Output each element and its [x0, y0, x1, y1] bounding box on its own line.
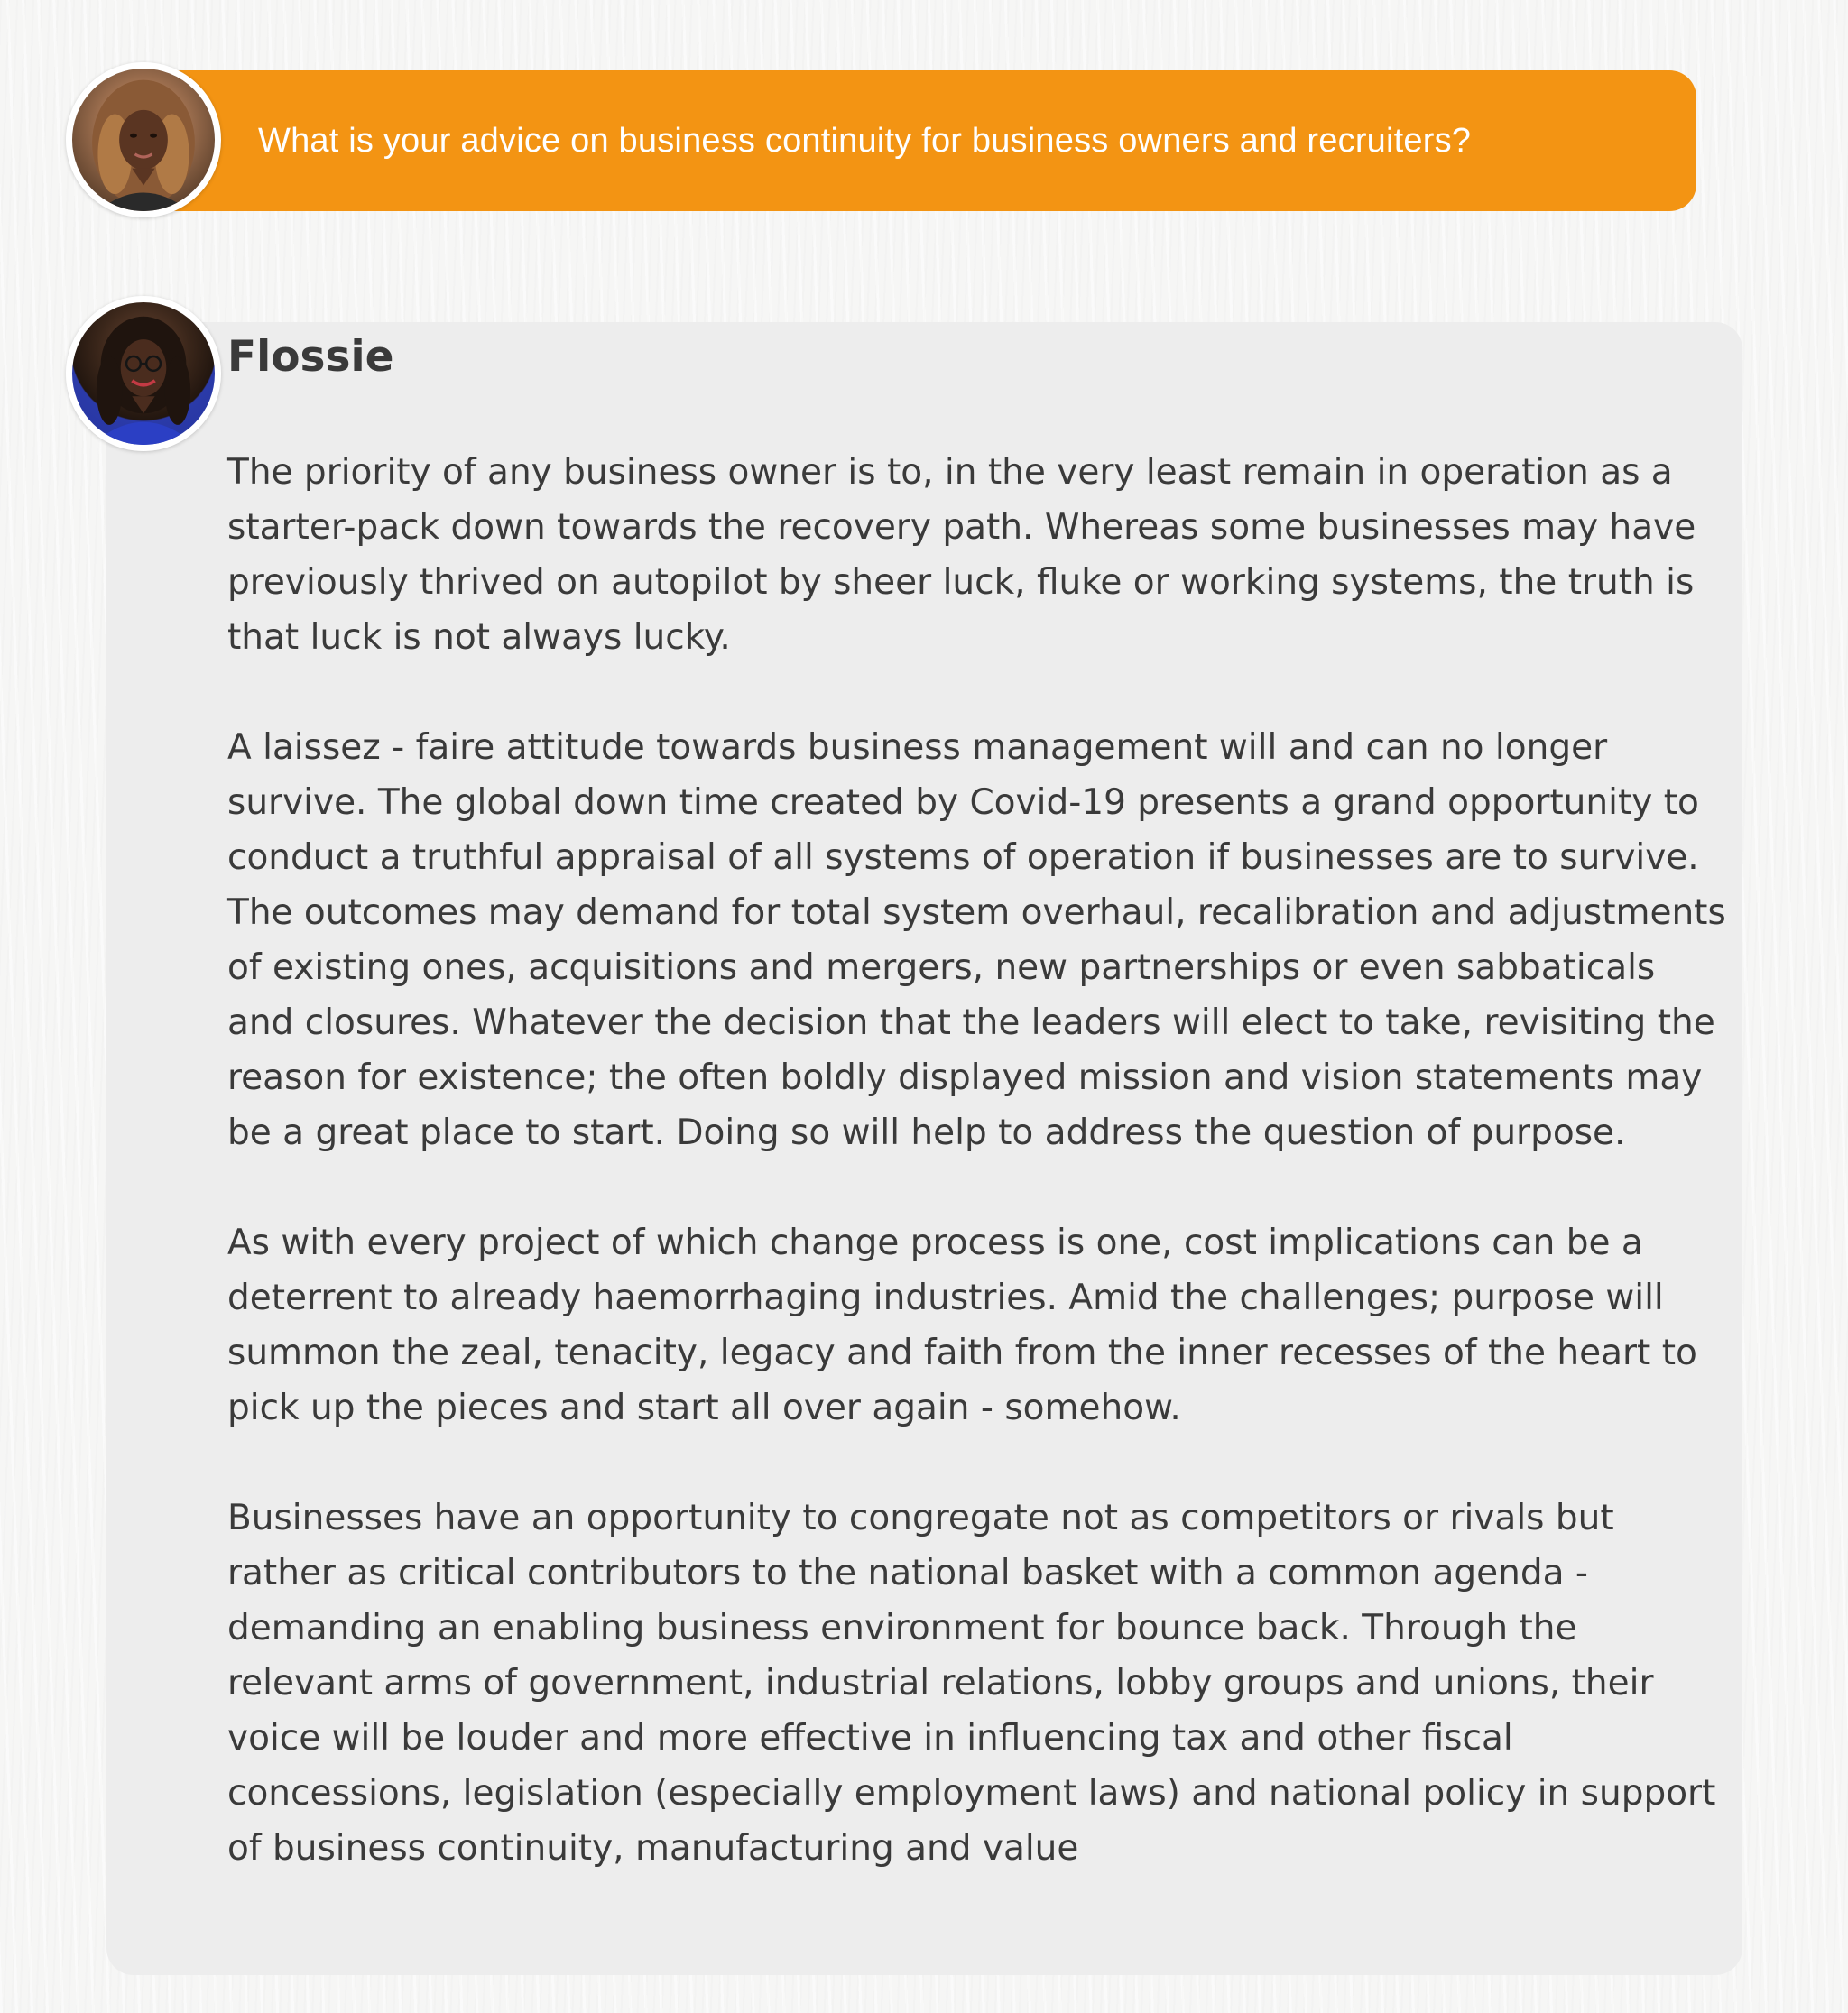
asker-avatar	[66, 62, 221, 217]
flossie-portrait-icon	[72, 302, 215, 445]
answer-body	[227, 445, 1730, 1876]
asker-portrait-icon	[72, 69, 215, 211]
question-text: What is your advice on business continuity for business owners and recruiters?	[258, 121, 1472, 160]
answer-paragraph: The priority of any business owner is to, in the very least remain in operation as a starter-pack down towards the recovery path. Whereas some businesses may have previously thrived on autopilot by sheer luck, fluke or working systems, the truth is that luck is not always lucky.	[227, 452, 1696, 658]
answer-paragraph: Businesses have an opportunity to congregate not as competitors or rivals but rather as critical contributors to the national basket with a common agenda - demanding an enabling business environment for bounce back. Through the relevant arms of government, industrial relations, lobby groups and unions, their voice will be louder and more effective in influencing tax and other fiscal concessions, legislation (especially employment laws) and national policy in support of business continuity, manufacturing and value	[227, 1498, 1716, 1869]
answer-author-name: Flossie	[227, 332, 394, 382]
question-bubble	[171, 70, 1696, 211]
flossie-avatar	[66, 296, 221, 451]
answer-paragraph: A laissez - faire attitude towards business management will and can no longer survive. The global down time created by Covid-19 presents a grand opportunity to conduct a truthful appraisal of all systems of operation if businesses are to survive. The outcomes may demand for total system overhaul, recalibration and adjustments of existing ones, acquisitions and mergers, new partnerships or even sabbaticals and closures. Whatever the decision that the leaders will elect to take, revisiting the reason for existence; the often boldly displayed mission and vision statements may be a great place to start. Doing so will help to address the question of purpose.	[227, 727, 1726, 1153]
answer-paragraph: As with every project of which change process is one, cost implications can be a deterrent to already haemorrhaging industries. Amid the challenges; purpose will summon the zeal, tenacity, legacy and faith from the inner recesses of the heart to pick up the pieces and start all over again - somehow.	[227, 1223, 1697, 1428]
